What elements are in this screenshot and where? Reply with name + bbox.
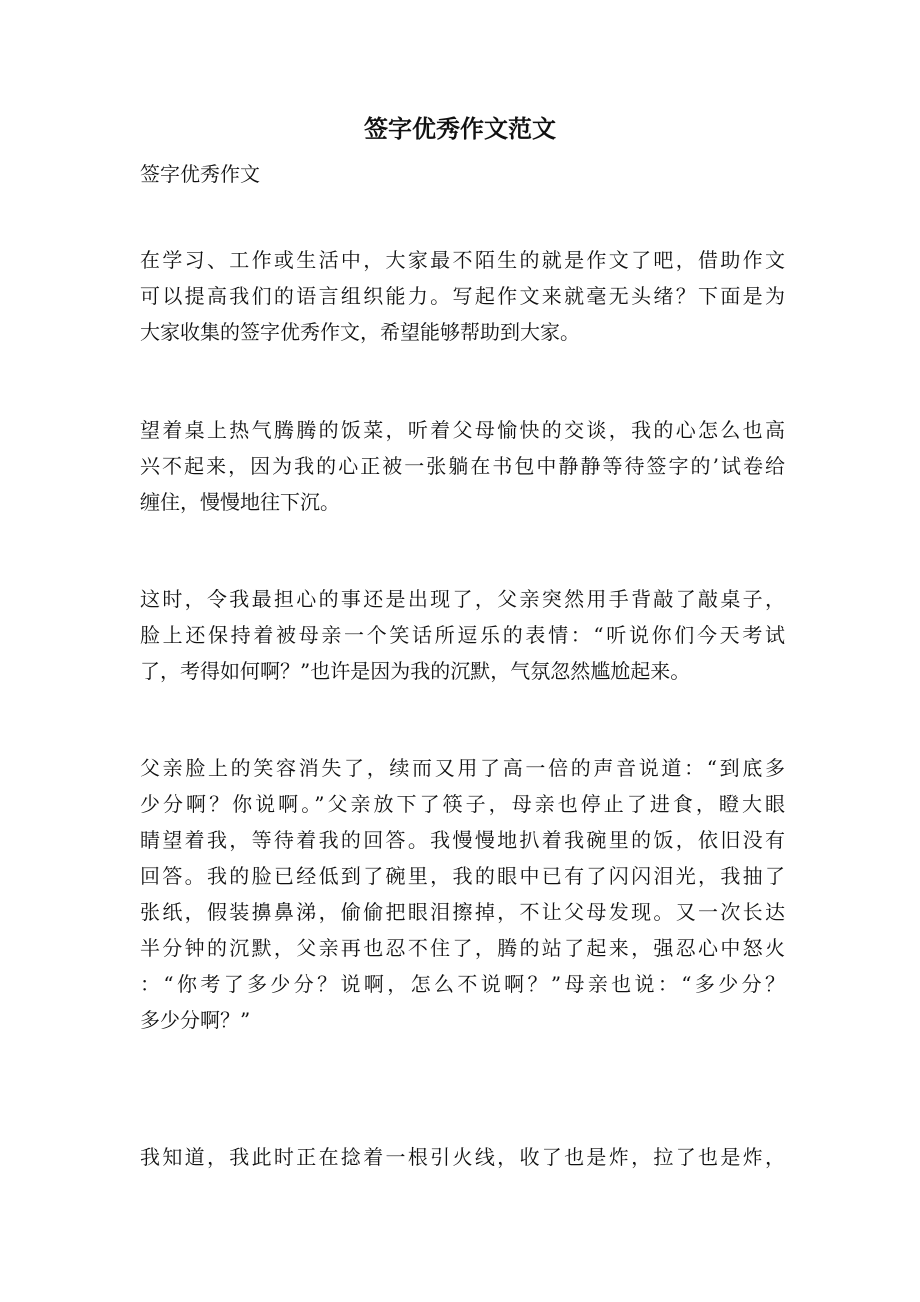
paragraph-line: 父亲脸上的笑容消失了，续而又用了高一倍的声音说道：“到底多	[140, 756, 785, 780]
paragraph-intro	[140, 242, 785, 350]
paragraph-line: 睛望着我，等待着我的回答。我慢慢地扒着我碗里的饭，依旧没有	[140, 828, 785, 852]
paragraph-line: 在学习、工作或生活中，大家最不陌生的就是作文了吧，借助作文	[140, 248, 785, 272]
paragraph-line: 我知道，我此时正在捻着一根引火线，收了也是炸，拉了也是炸，	[140, 1145, 785, 1169]
paragraph-line: 望着桌上热气腾腾的饭菜，听着父母愉快的交谈，我的心怎么也高	[140, 418, 785, 442]
paragraph-anger	[140, 750, 785, 1038]
paragraph-line: 兴不起来，因为我的心正被一张躺在书包中静静等待签字的’试卷给	[140, 454, 785, 478]
paragraph-line: 张纸，假装擤鼻涕，偷偷把眼泪擦掉，不让父母发现。又一次长达	[140, 900, 785, 924]
document-subtitle: 签字优秀作文	[140, 162, 260, 186]
paragraph-line: 半分钟的沉默，父亲再也忍不住了，腾的站了起来，强忍心中怒火	[140, 936, 785, 960]
paragraph-line: 可以提高我们的语言组织能力。写起作文来就毫无头绪？下面是为	[140, 284, 785, 308]
paragraph-line: 大家收集的签字优秀作文，希望能够帮助到大家。	[140, 320, 580, 344]
paragraph-line: 这时，令我最担心的事还是出现了，父亲突然用手背敲了敲桌子，	[140, 587, 785, 611]
paragraph-question	[140, 581, 785, 689]
paragraph-line: 少分啊？你说啊。”父亲放下了筷子，母亲也停止了进食，瞪大眼	[140, 792, 785, 816]
paragraph-line: ：“你考了多少分？说啊，怎么不说啊？”母亲也说：“多少分？	[140, 972, 785, 996]
paragraph-fuse	[140, 1139, 785, 1175]
paragraph-line: 了，考得如何啊？”也许是因为我的沉默，气氛忽然尴尬起来。	[140, 659, 691, 683]
paragraph-line: 缠住，慢慢地往下沉。	[140, 490, 340, 514]
paragraph-line: 回答。我的脸已经低到了碗里，我的眼中已有了闪闪泪光，我抽了	[140, 864, 785, 888]
document-title: 签字优秀作文范文	[364, 114, 556, 143]
paragraph-dinner	[140, 412, 785, 520]
paragraph-line: 脸上还保持着被母亲一个笑话所逗乐的表情：“听说你们今天考试	[140, 623, 785, 647]
paragraph-line: 多少分啊？”	[140, 1008, 251, 1032]
